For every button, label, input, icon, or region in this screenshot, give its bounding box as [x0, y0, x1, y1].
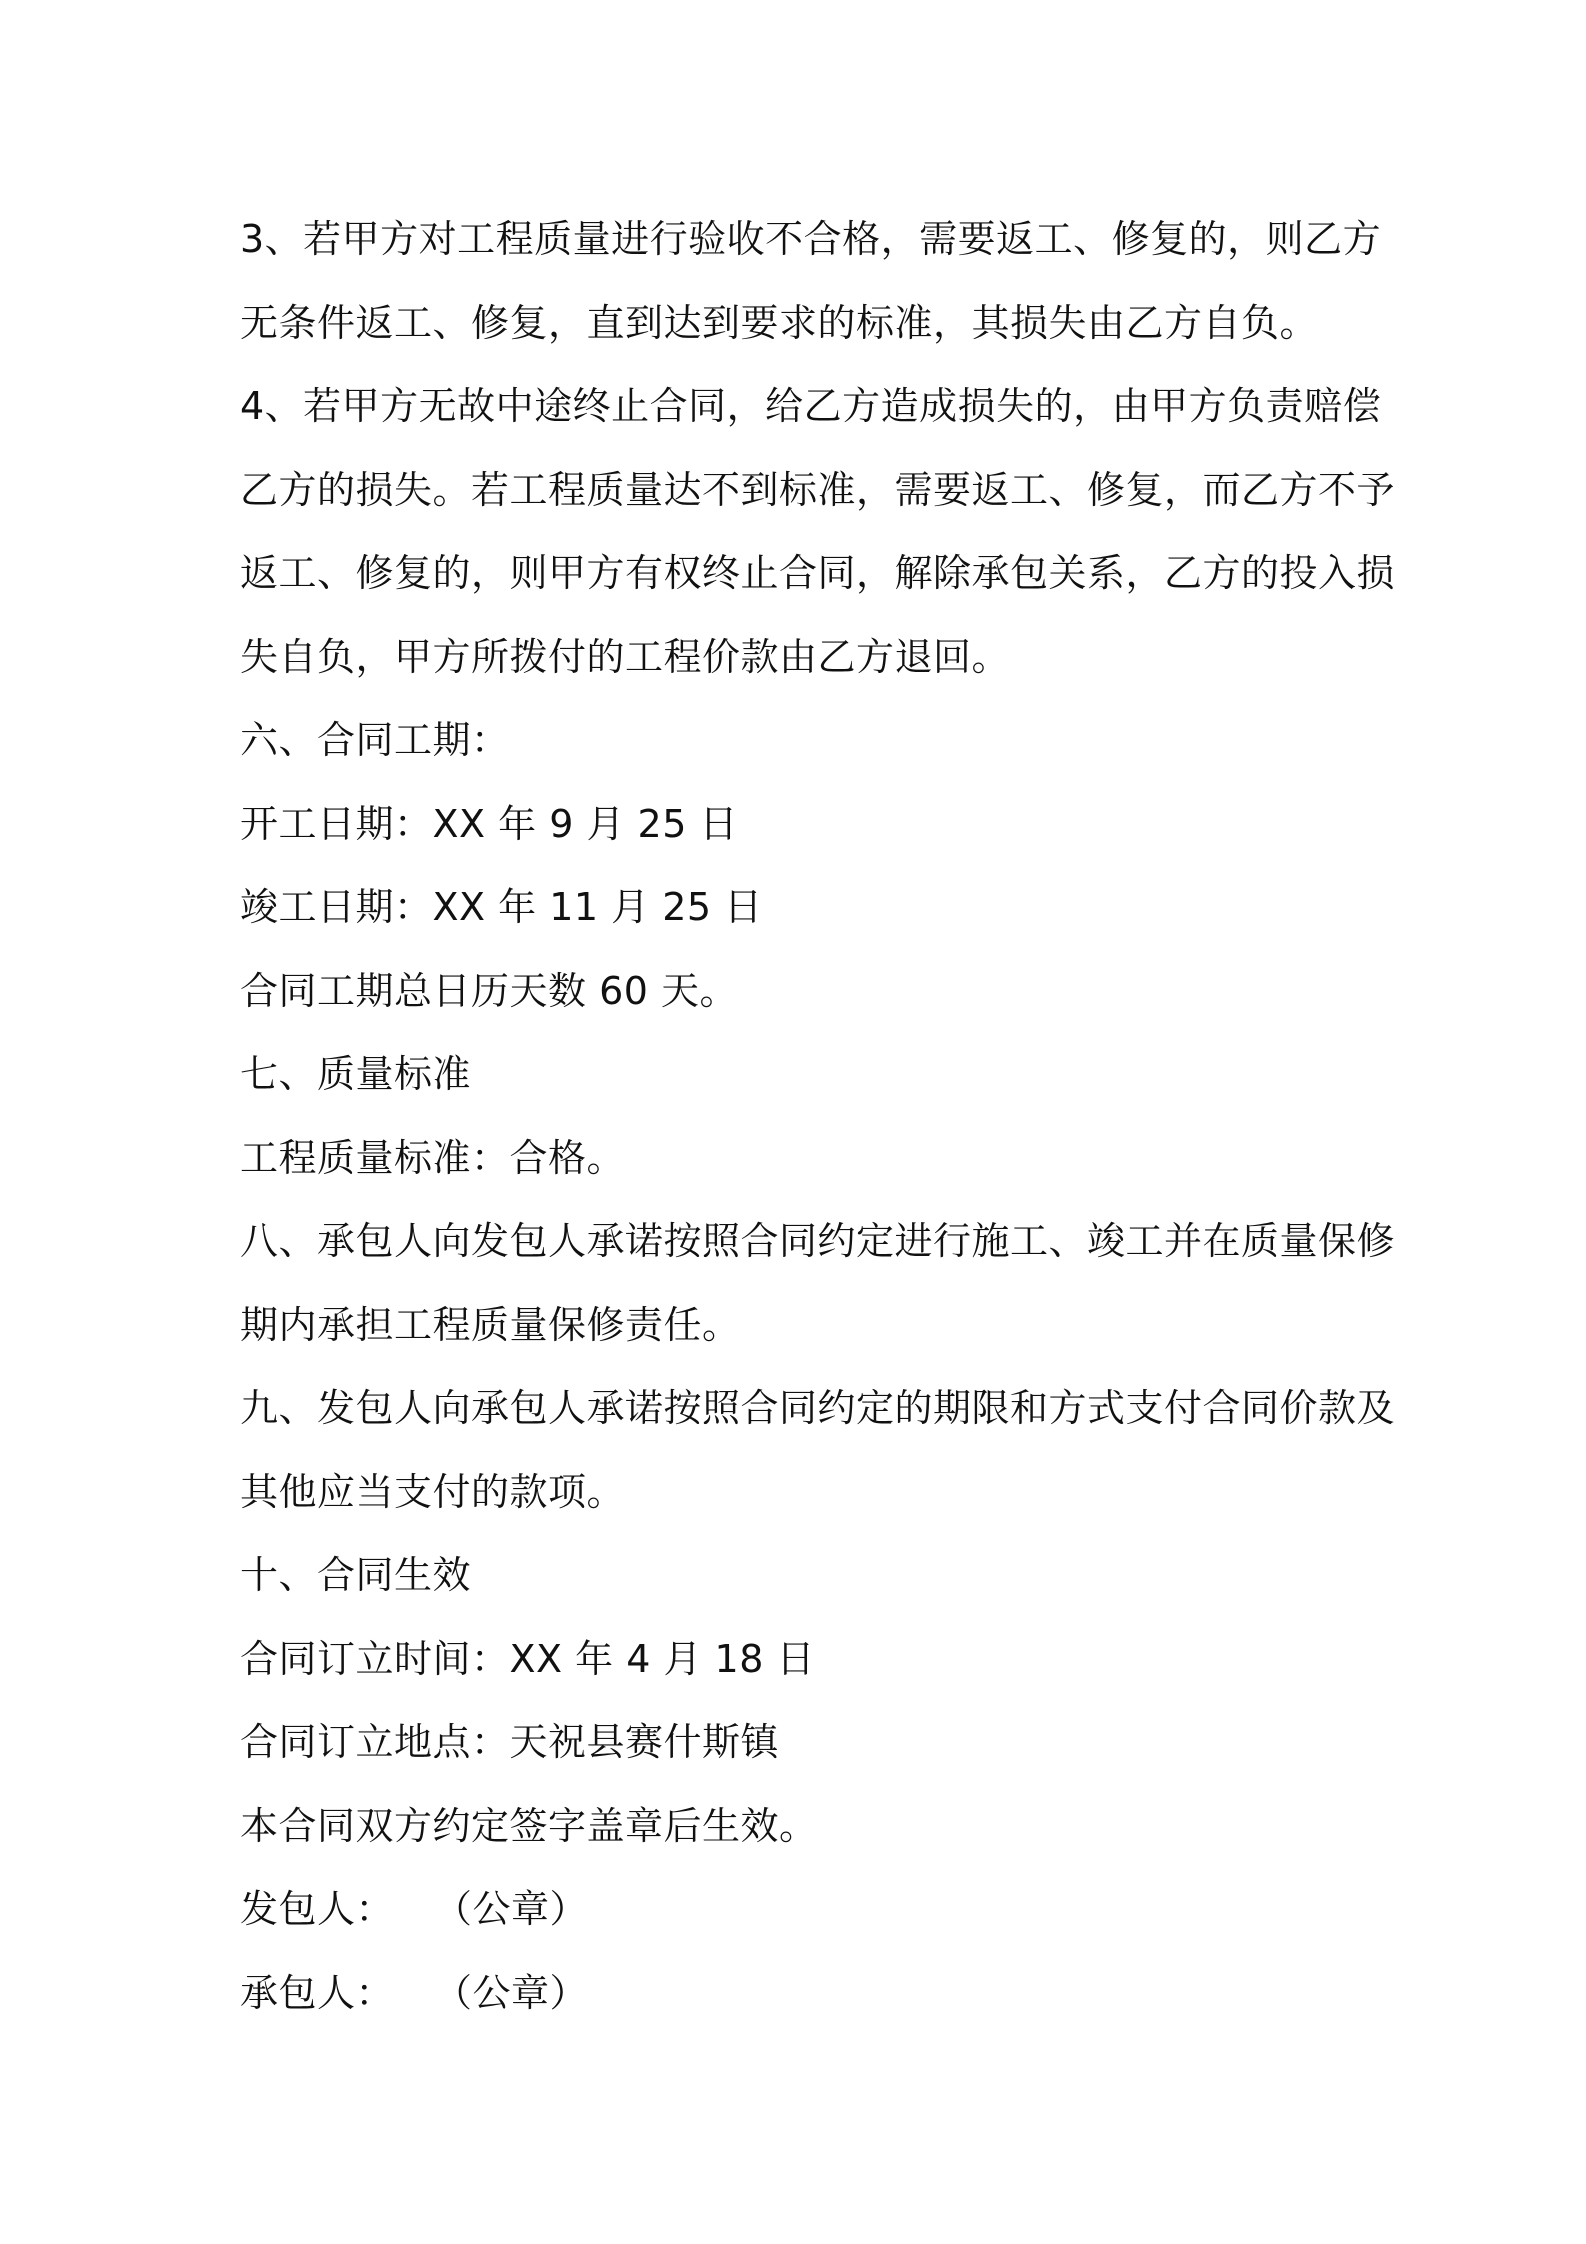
section-8-line-2: 期内承担工程质量保修责任。 — [240, 1302, 741, 1347]
employer-seal: （公章） — [434, 1887, 589, 1931]
section-8-line-1: 八、承包人向发包人承诺按照合同约定进行施工、竣工并在质量保修 — [240, 1219, 1396, 1263]
employer-signature-row — [240, 1868, 1360, 1952]
document-page — [240, 198, 1396, 2035]
clause-4-line-3: 返工、修复的，则甲方有权终止合同，解除承包关系，乙方的投入损 — [240, 551, 1396, 595]
section-7-heading: 七、质量标准 — [240, 1052, 472, 1096]
contractor-label: 承包人： — [240, 1970, 395, 2015]
clause-3-line-2: 无条件返工、修复，直到达到要求的标准，其损失由乙方自负。 — [240, 300, 1319, 345]
section-6-heading: 六、合同工期： — [240, 718, 510, 762]
total-days: 合同工期总日历天数 60 天。 — [240, 968, 739, 1013]
section-10-heading: 十、合同生效 — [240, 1553, 472, 1597]
quality-standard: 工程质量标准：合格。 — [240, 1135, 626, 1180]
section-9-line-1: 九、发包人向承包人承诺按照合同约定的期限和方式支付合同价款及 — [240, 1386, 1396, 1430]
clause-4-line-4: 失自负，甲方所拨付的工程价款由乙方退回。 — [240, 634, 1011, 679]
effective-clause: 本合同双方约定签字盖章后生效。 — [240, 1803, 818, 1848]
contractor-signature-row — [240, 1952, 1360, 2036]
clause-4-line-1: 4、若甲方无故中途终止合同，给乙方造成损失的，由甲方负责赔偿 — [240, 384, 1382, 428]
completion-date: 竣工日期：XX 年 11 月 25 日 — [240, 885, 763, 929]
clause-3-line-1: 3、若甲方对工程质量进行验收不合格，需要返工、修复的，则乙方 — [240, 217, 1382, 261]
start-date: 开工日期：XX 年 9 月 25 日 — [240, 801, 738, 846]
signing-time: 合同订立时间：XX 年 4 月 18 日 — [240, 1636, 815, 1681]
clause-4-line-2: 乙方的损失。若工程质量达不到标准，需要返工、修复，而乙方不予 — [240, 467, 1396, 512]
section-9-line-2: 其他应当支付的款项。 — [240, 1469, 626, 1514]
employer-label: 发包人： — [240, 1887, 395, 1931]
signing-place: 合同订立地点：天祝县赛什斯镇 — [240, 1720, 780, 1764]
contractor-seal: （公章） — [434, 1970, 589, 2015]
